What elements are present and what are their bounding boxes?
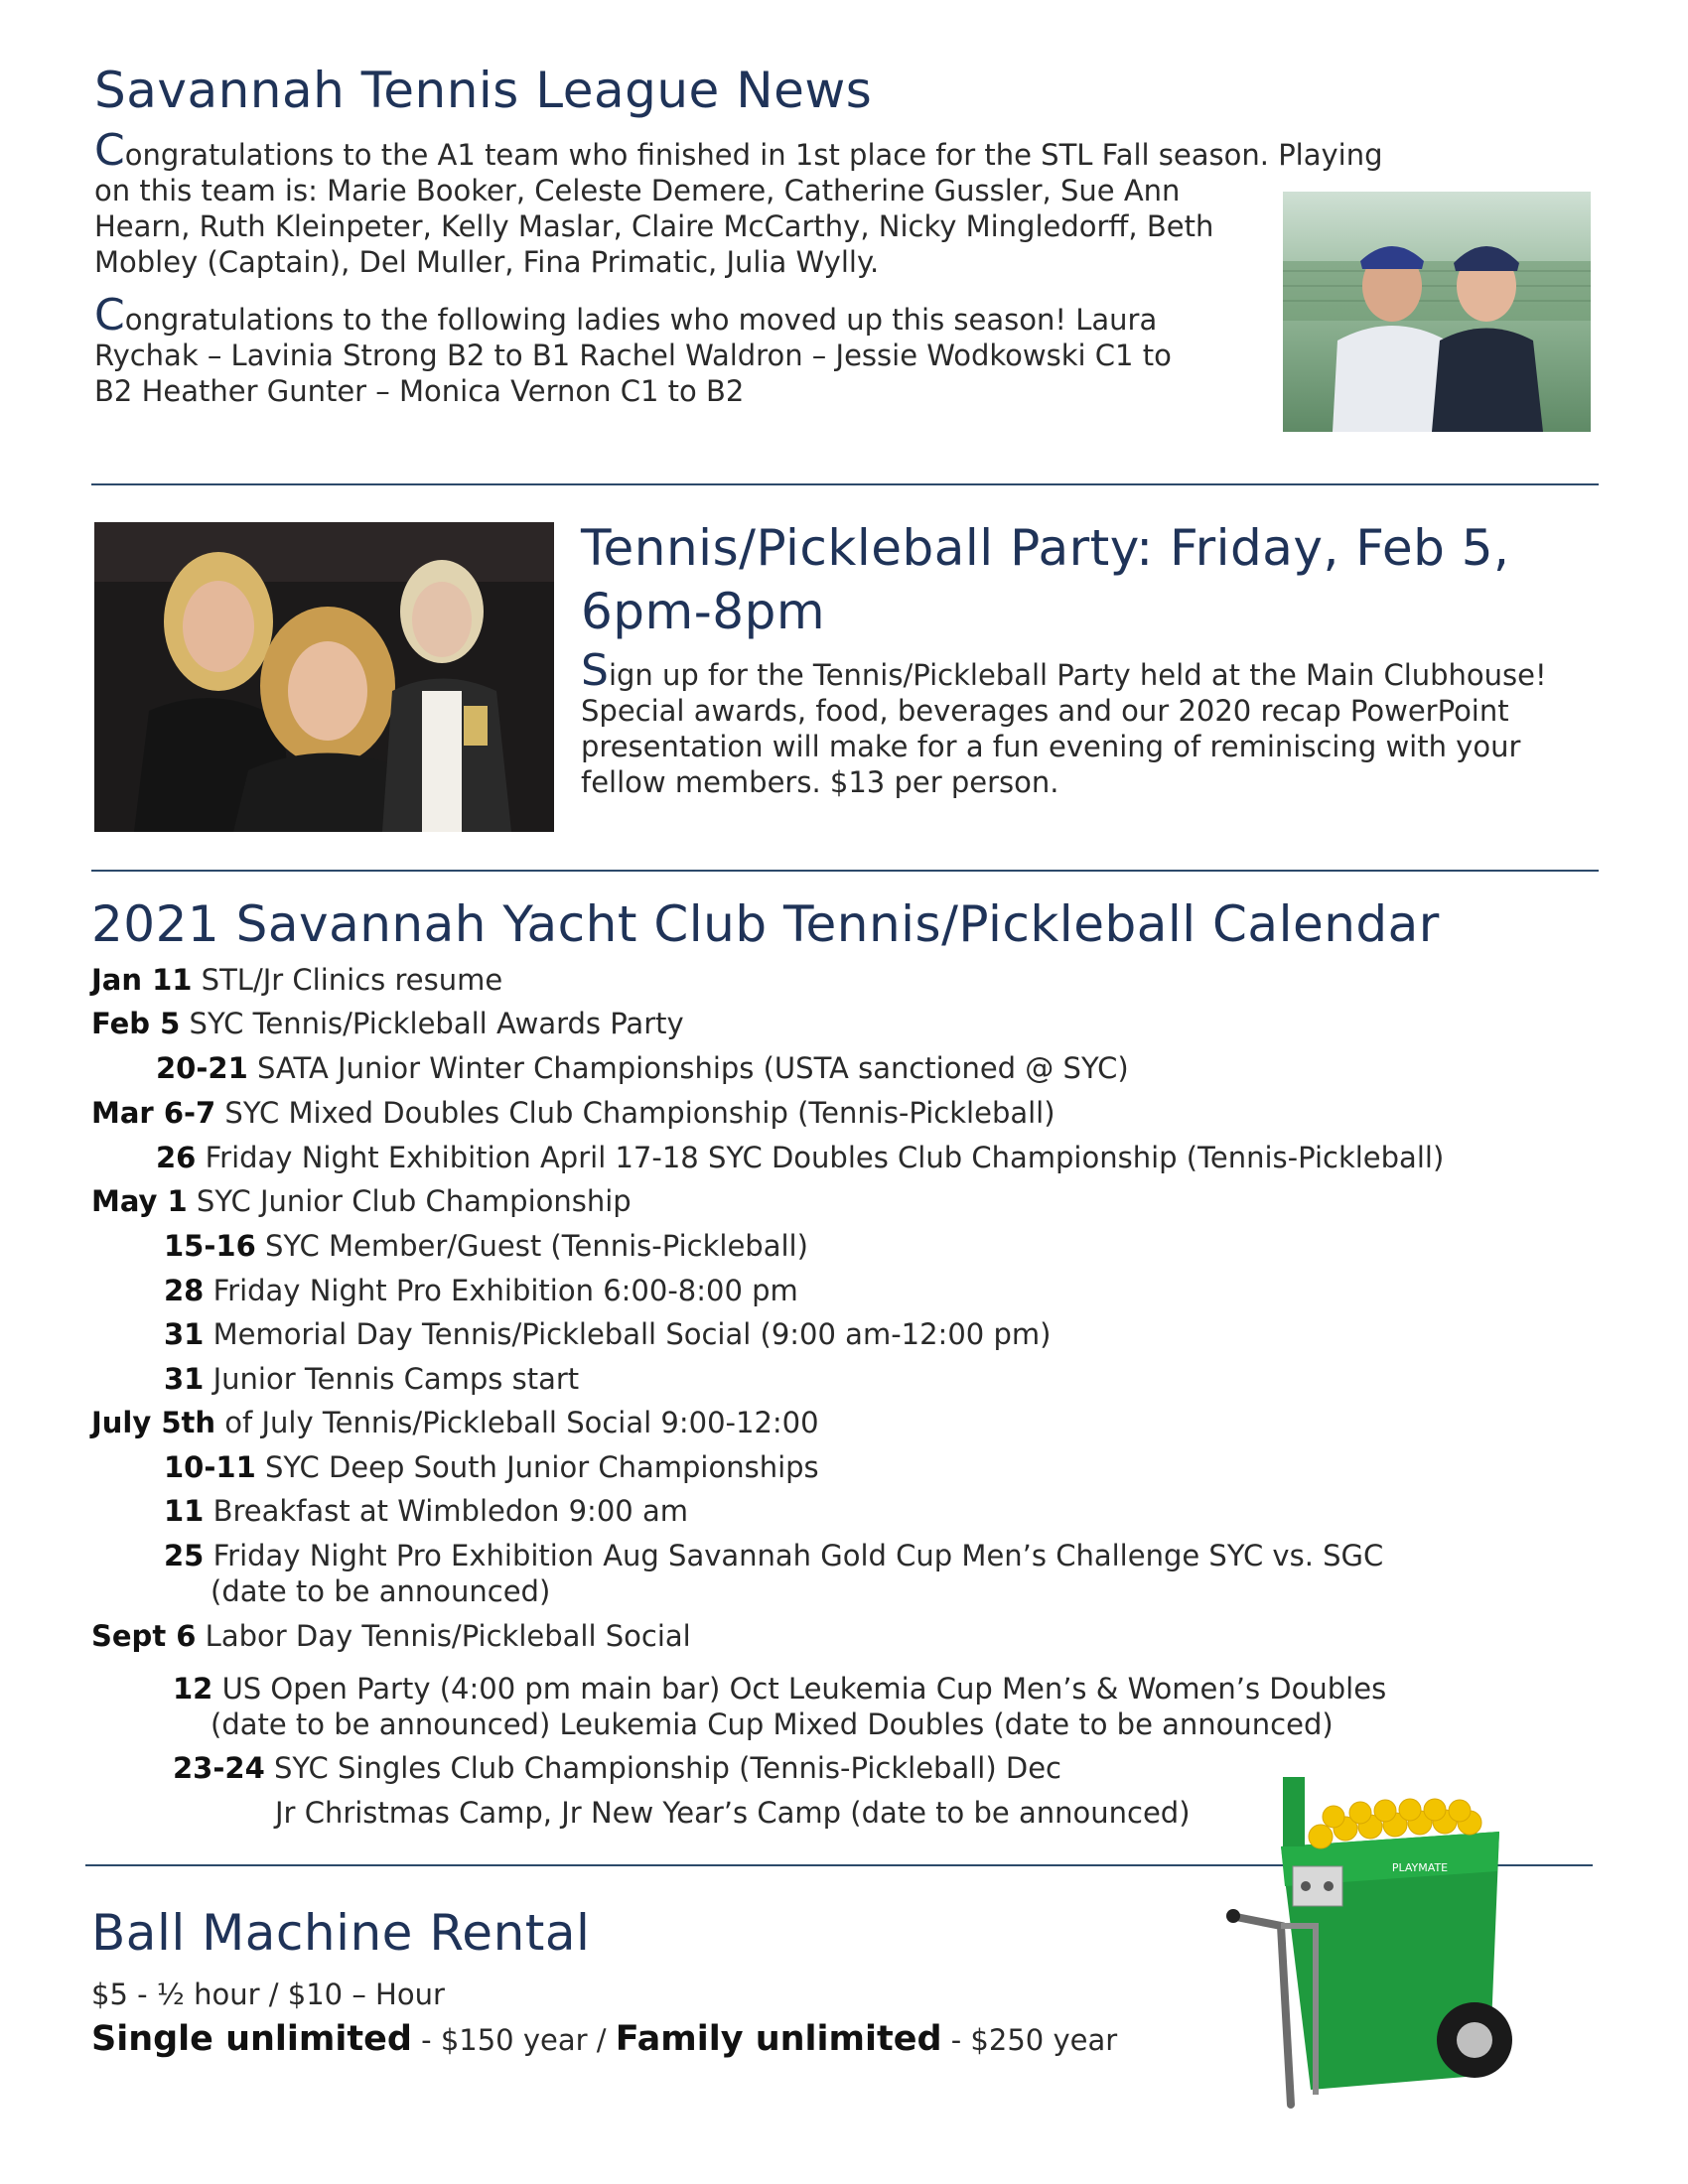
party-line-1: Sign up for the Tennis/Pickleball Party held at the Main Clubhouse!: [581, 645, 1547, 696]
calendar-row-continuation: Jr Christmas Camp, Jr New Year’s Camp (date to be announced): [275, 1796, 1191, 1830]
news-paragraph-2: [94, 290, 1266, 409]
divider-1: [91, 483, 1599, 485]
calendar-row-continuation: (date to be announced) Leukemia Cup Mixed Doubles (date to be announced): [211, 1707, 1334, 1741]
party-title-line-1: Tennis/Pickleball Party: Friday, Feb 5,: [581, 519, 1510, 577]
news-title: Savannah Tennis League News: [94, 62, 873, 119]
dropcap: S: [581, 645, 609, 696]
calendar-row: 31 Junior Tennis Camps start: [164, 1362, 580, 1396]
calendar-row: Feb 5 SYC Tennis/Pickleball Awards Party: [91, 1007, 684, 1040]
calendar-row: 20-21 SATA Junior Winter Championships (USTA sanctioned @ SYC): [156, 1051, 1129, 1085]
family-unlimited-price: - $250 year: [941, 2023, 1118, 2057]
dropcap: C: [94, 125, 125, 176]
calendar-row: 31 Memorial Day Tennis/Pickleball Social (9:00 am-12:00 pm): [164, 1317, 1052, 1351]
party-description: [581, 645, 1604, 800]
calendar-row: 25 Friday Night Pro Exhibition Aug Savannah Gold Cup Men’s Challenge SYC vs. SGC: [164, 1539, 1384, 1572]
calendar-row: 15-16 SYC Member/Guest (Tennis-Pickleball): [164, 1229, 808, 1263]
single-unlimited-price: - $150 year /: [411, 2023, 616, 2057]
calendar-row: Jan 11 STL/Jr Clinics resume: [91, 963, 503, 997]
divider-2: [91, 870, 1599, 872]
party-title: [581, 516, 1509, 643]
calendar-row: 28 Friday Night Pro Exhibition 6:00-8:00 pm: [164, 1274, 798, 1307]
calendar-row: 12 US Open Party (4:00 pm main bar) Oct Leukemia Cup Men’s & Women’s Doubles: [173, 1672, 1387, 1706]
ball-machine-image: [1221, 1777, 1519, 2124]
tennis-players-photo: [1283, 192, 1591, 432]
dropcap: C: [94, 290, 125, 341]
calendar-row-continuation: (date to be announced): [211, 1574, 551, 1608]
calendar-row: 11 Breakfast at Wimbledon 9:00 am: [164, 1494, 688, 1528]
machine-brand: PLAYMATE: [1391, 1861, 1449, 1874]
hourly-price: $5 - ½ hour / $10 – Hour: [91, 1978, 445, 2011]
news-p1-line-4: Mobley (Captain), Del Muller, Fina Primatic, Julia Wylly.: [94, 245, 880, 279]
party-line-2: Special awards, food, beverages and our 2020 recap PowerPoint: [581, 694, 1509, 728]
news-p1-line-2: on this team is: Marie Booker, Celeste Demere, Catherine Gussler, Sue Ann: [94, 174, 1181, 207]
party-photo: [94, 522, 554, 832]
family-unlimited-label: Family unlimited: [615, 2019, 942, 2059]
calendar-row: 26 Friday Night Exhibition April 17-18 SYC Doubles Club Championship (Tennis-Pickleball): [156, 1141, 1445, 1174]
party-line-4: fellow members. $13 per person.: [581, 765, 1059, 799]
news-p1-line-1: Congratulations to the A1 team who finished in 1st place for the STL Fall season. Playing: [94, 125, 1383, 176]
ball-machine-title: Ball Machine Rental: [91, 1904, 591, 1962]
news-p1-line-3: Hearn, Ruth Kleinpeter, Kelly Maslar, Claire McCarthy, Nicky Mingledorff, Beth: [94, 209, 1214, 243]
news-paragraph-1: [94, 125, 1445, 280]
calendar-row: 10-11 SYC Deep South Junior Championships: [164, 1450, 819, 1484]
news-p2-line-2: Rychak – Lavinia Strong B2 to B1 Rachel Waldron – Jessie Wodkowski C1 to: [94, 339, 1172, 372]
calendar-row: Sept 6 Labor Day Tennis/Pickleball Social: [91, 1619, 691, 1653]
calendar-row: 23-24 SYC Singles Club Championship (Tennis-Pickleball) Dec: [173, 1751, 1061, 1785]
calendar-row: July 5th of July Tennis/Pickleball Social 9:00-12:00: [91, 1406, 819, 1439]
party-title-line-2: 6pm-8pm: [581, 583, 826, 640]
calendar-title: 2021 Savannah Yacht Club Tennis/Pickleball Calendar: [91, 895, 1440, 953]
single-unlimited-label: Single unlimited: [91, 2019, 412, 2059]
calendar-row: May 1 SYC Junior Club Championship: [91, 1184, 632, 1218]
unlimited-prices: [91, 2019, 1117, 2059]
news-p2-line-3: B2 Heather Gunter – Monica Vernon C1 to B2: [94, 374, 745, 408]
news-p2-line-1: Congratulations to the following ladies who moved up this season! Laura: [94, 290, 1158, 341]
party-line-3: presentation will make for a fun evening of reminiscing with your: [581, 730, 1521, 763]
calendar-row: Mar 6-7 SYC Mixed Doubles Club Championship (Tennis-Pickleball): [91, 1096, 1055, 1130]
